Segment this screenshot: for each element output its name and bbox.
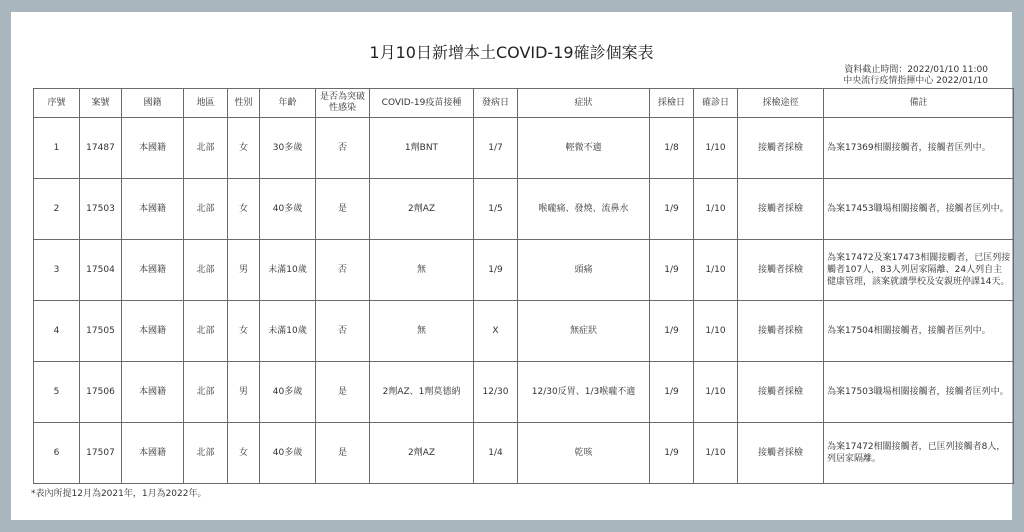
cell-sampling-route: 接觸者採檢 xyxy=(738,240,824,301)
cell-seq: 2 xyxy=(34,179,80,240)
cell-region: 北部 xyxy=(184,118,228,179)
cell-symptoms: 輕微不適 xyxy=(518,118,650,179)
cell-seq: 5 xyxy=(34,362,80,423)
cell-note: 為案17369相關接觸者，接觸者匡列中。 xyxy=(824,118,1014,179)
cell-onset: 1/7 xyxy=(474,118,518,179)
col-header: 是否為突破性感染 xyxy=(316,89,370,118)
cell-sample-date: 1/9 xyxy=(650,179,694,240)
cell-age: 未滿10歲 xyxy=(260,301,316,362)
cell-breakthrough: 是 xyxy=(316,362,370,423)
col-header: 年齡 xyxy=(260,89,316,118)
cell-region: 北部 xyxy=(184,240,228,301)
cell-vaccine: 2劑AZ、1劑莫德納 xyxy=(370,362,474,423)
cell-age: 未滿10歲 xyxy=(260,240,316,301)
cell-vaccine: 2劑AZ xyxy=(370,179,474,240)
cell-nationality: 本國籍 xyxy=(122,301,184,362)
cell-region: 北部 xyxy=(184,179,228,240)
cell-region: 北部 xyxy=(184,423,228,484)
cell-breakthrough: 是 xyxy=(316,423,370,484)
col-header: 性別 xyxy=(228,89,260,118)
document-sheet xyxy=(11,12,1012,520)
col-header: 確診日 xyxy=(694,89,738,118)
cell-nationality: 本國籍 xyxy=(122,362,184,423)
cell-age: 40多歲 xyxy=(260,423,316,484)
cell-sampling-route: 接觸者採檢 xyxy=(738,118,824,179)
cell-sampling-route: 接觸者採檢 xyxy=(738,301,824,362)
table-row xyxy=(34,240,1014,301)
table-row xyxy=(34,179,1014,240)
cell-case-no: 17487 xyxy=(80,118,122,179)
cell-case-no: 17507 xyxy=(80,423,122,484)
cell-nationality: 本國籍 xyxy=(122,179,184,240)
cell-region: 北部 xyxy=(184,301,228,362)
cell-sample-date: 1/9 xyxy=(650,362,694,423)
cell-gender: 女 xyxy=(228,301,260,362)
cell-breakthrough: 否 xyxy=(316,118,370,179)
page-title: 1月10日新增本土COVID-19確診個案表 xyxy=(369,43,654,62)
cell-sampling-route: 接觸者採檢 xyxy=(738,423,824,484)
col-header: 國籍 xyxy=(122,89,184,118)
cell-vaccine: 無 xyxy=(370,240,474,301)
cell-sample-date: 1/9 xyxy=(650,240,694,301)
cell-note: 為案17472及案17473相關接觸者，已匡列接觸者107人，83人列居家隔離、24人列自主健康管理，該案就讀學校及安親班停課14天。 xyxy=(824,240,1014,301)
table-header-row xyxy=(34,89,1014,118)
col-header: 序號 xyxy=(34,89,80,118)
cell-gender: 女 xyxy=(228,423,260,484)
table-row xyxy=(34,362,1014,423)
col-header: 採檢途徑 xyxy=(738,89,824,118)
cell-nationality: 本國籍 xyxy=(122,118,184,179)
cell-seq: 3 xyxy=(34,240,80,301)
cell-confirm-date: 1/10 xyxy=(694,240,738,301)
cell-vaccine: 無 xyxy=(370,301,474,362)
cell-breakthrough: 否 xyxy=(316,240,370,301)
cell-age: 40多歲 xyxy=(260,179,316,240)
cell-onset: X xyxy=(474,301,518,362)
cell-confirm-date: 1/10 xyxy=(694,179,738,240)
col-header: 症狀 xyxy=(518,89,650,118)
source-agency: 中央流行疫情指揮中心 2022/01/10 xyxy=(843,76,988,86)
cell-region: 北部 xyxy=(184,362,228,423)
cell-confirm-date: 1/10 xyxy=(694,362,738,423)
cell-onset: 1/5 xyxy=(474,179,518,240)
table-row xyxy=(34,423,1014,484)
cell-note: 為案17503職場相關接觸者，接觸者匡列中。 xyxy=(824,362,1014,423)
cell-seq: 4 xyxy=(34,301,80,362)
col-header: 案號 xyxy=(80,89,122,118)
cell-confirm-date: 1/10 xyxy=(694,118,738,179)
cell-note: 為案17504相關接觸者，接觸者匡列中。 xyxy=(824,301,1014,362)
cell-sampling-route: 接觸者採檢 xyxy=(738,179,824,240)
meta-info xyxy=(843,65,988,87)
cell-nationality: 本國籍 xyxy=(122,423,184,484)
cell-symptoms: 無症狀 xyxy=(518,301,650,362)
cell-gender: 男 xyxy=(228,240,260,301)
cell-note: 為案17453職場相關接觸者，接觸者匡列中。 xyxy=(824,179,1014,240)
cell-case-no: 17503 xyxy=(80,179,122,240)
case-table xyxy=(33,88,1014,484)
cell-onset: 1/9 xyxy=(474,240,518,301)
col-header: 採檢日 xyxy=(650,89,694,118)
cell-sample-date: 1/9 xyxy=(650,301,694,362)
cell-age: 30多歲 xyxy=(260,118,316,179)
cell-vaccine: 1劑BNT xyxy=(370,118,474,179)
cell-case-no: 17504 xyxy=(80,240,122,301)
footnote: *表內所提12月為2021年，1月為2022年。 xyxy=(31,489,207,499)
cell-confirm-date: 1/10 xyxy=(694,423,738,484)
cell-onset: 12/30 xyxy=(474,362,518,423)
cell-nationality: 本國籍 xyxy=(122,240,184,301)
col-header: COVID-19疫苗接種 xyxy=(370,89,474,118)
cell-case-no: 17505 xyxy=(80,301,122,362)
cell-symptoms: 頭痛 xyxy=(518,240,650,301)
cell-symptoms: 喉嚨痛、發燒、流鼻水 xyxy=(518,179,650,240)
cell-sample-date: 1/8 xyxy=(650,118,694,179)
cell-vaccine: 2劑AZ xyxy=(370,423,474,484)
col-header: 地區 xyxy=(184,89,228,118)
cell-sampling-route: 接觸者採檢 xyxy=(738,362,824,423)
table-row xyxy=(34,301,1014,362)
cell-gender: 女 xyxy=(228,179,260,240)
cell-case-no: 17506 xyxy=(80,362,122,423)
cell-sample-date: 1/9 xyxy=(650,423,694,484)
cell-seq: 6 xyxy=(34,423,80,484)
cell-note: 為案17472相關接觸者，已匡列接觸者8人，列居家隔離。 xyxy=(824,423,1014,484)
cell-gender: 女 xyxy=(228,118,260,179)
cell-age: 40多歲 xyxy=(260,362,316,423)
cell-breakthrough: 否 xyxy=(316,301,370,362)
table-row xyxy=(34,118,1014,179)
col-header: 發病日 xyxy=(474,89,518,118)
data-cutoff-time: 資料截止時間：2022/01/10 11:00 xyxy=(844,65,988,75)
cell-breakthrough: 是 xyxy=(316,179,370,240)
cell-symptoms: 12/30反胃、1/3喉嚨不適 xyxy=(518,362,650,423)
cell-onset: 1/4 xyxy=(474,423,518,484)
cell-confirm-date: 1/10 xyxy=(694,301,738,362)
cell-symptoms: 乾咳 xyxy=(518,423,650,484)
col-header: 備註 xyxy=(824,89,1014,118)
cell-seq: 1 xyxy=(34,118,80,179)
cell-gender: 男 xyxy=(228,362,260,423)
